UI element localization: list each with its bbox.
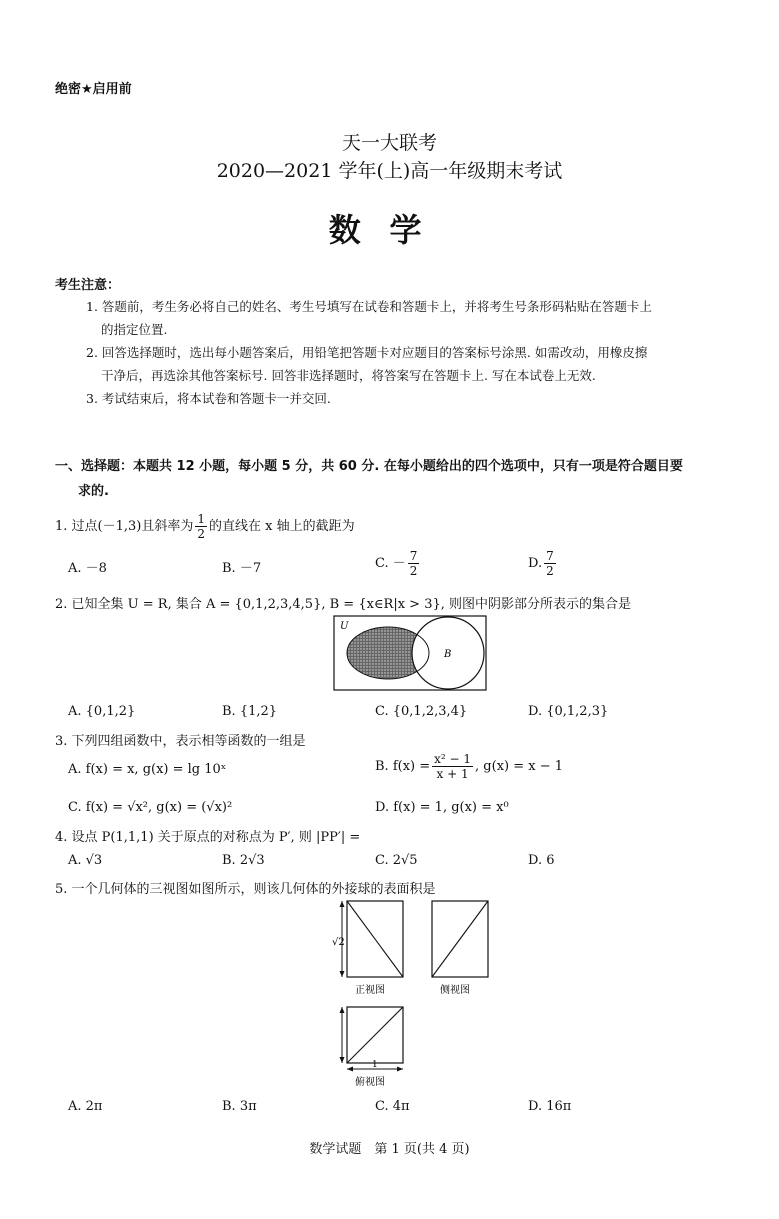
q4-option-b: B. 2√3 — [222, 853, 265, 868]
q2-option-b: B. {1,2} — [222, 704, 278, 719]
notice-item: 的指定位置. — [101, 322, 168, 337]
section-heading-cont: 求的. — [78, 484, 109, 499]
q1-option-d: D. $\frac{7}{2}$ — [528, 549, 554, 578]
question-1: 1. 过点(－1,3)且斜率为 $\frac{1}{2}$ 的直线在 x 轴上的截距为 — [55, 512, 355, 541]
label-front-view: 正视图 — [355, 985, 385, 996]
notice-heading: 考生注意： — [55, 278, 121, 293]
label-b: B — [444, 649, 452, 660]
confidential-mark: 绝密★启用前 — [55, 82, 132, 97]
label-top-view: 俯视图 — [355, 1077, 385, 1088]
three-view-diagram — [320, 895, 510, 1095]
q2-option-a: A. {0,1,2} — [68, 704, 136, 719]
subject-title: 数学 — [328, 211, 451, 249]
q2-option-c: C. {0,1,2,3,4} — [375, 704, 468, 719]
notice-item: 2. 回答选择题时，选出每小题答案后，用铅笔把答题卡对应题目的答案标号涂黑. 如需改动，用橡皮擦 — [86, 345, 648, 360]
label-u: U — [340, 621, 349, 632]
question-3: 3. 下列四组函数中，表示相等函数的一组是 — [55, 734, 306, 749]
q5-option-c: C. 4π — [375, 1099, 410, 1114]
exam-org: 天一大联考 — [341, 132, 437, 154]
question-5: 5. 一个几何体的三视图如图所示，则该几何体的外接球的表面积是 — [55, 882, 436, 897]
q3-option-a: A. f(x) = x, g(x) = lg 10ˣ — [68, 762, 227, 777]
q4-option-c: C. 2√5 — [375, 853, 418, 868]
venn-diagram — [333, 615, 487, 691]
section-heading: 一、选择题：本题共 12 小题，每小题 5 分，共 60 分. 在每小题给出的四个选项中，只有一项是符合题目要 — [55, 459, 683, 474]
question-4: 4. 设点 P(1,1,1) 关于原点的对称点为 P′, 则 |PP′| = — [55, 830, 361, 845]
q3-option-c: C. f(x) = √x², g(x) = (√x)² — [68, 800, 233, 815]
notice-item: 1. 答题前，考生务必将自己的姓名、考生号填写在试卷和答题卡上，并将考生号条形码粘贴在答题卡上 — [86, 299, 652, 314]
dim-sqrt2: √2 — [332, 937, 345, 948]
dim-one: 1 — [372, 1060, 378, 1070]
q1-option-a: A. －8 — [68, 561, 107, 576]
q5-option-b: B. 3π — [222, 1099, 257, 1114]
q2-option-d: D. {0,1,2,3} — [528, 704, 609, 719]
q1-option-c: C. － $\frac{7}{2}$ — [375, 549, 418, 578]
label-side-view: 侧视图 — [440, 985, 470, 996]
q5-option-d: D. 16π — [528, 1099, 572, 1114]
q3-option-d: D. f(x) = 1, g(x) = x⁰ — [375, 800, 509, 815]
exam-title: 2020—2021 学年(上)高一年级期末考试 — [216, 160, 563, 182]
q4-option-a: A. √3 — [68, 853, 103, 868]
notice-item: 3. 考试结束后，将本试卷和答题卡一并交回. — [86, 391, 331, 406]
question-2: 2. 已知全集 U = R, 集合 A = {0,1,2,3,4,5}, B = {x∈R|x > 3}, 则图中阴影部分所表示的集合是 — [55, 597, 632, 612]
q5-option-a: A. 2π — [68, 1099, 103, 1114]
q1-option-b: B. －7 — [222, 561, 262, 576]
q4-option-d: D. 6 — [528, 853, 555, 868]
page-footer: 数学试题 第 1 页(共 4 页) — [309, 1142, 470, 1157]
q3-option-b: B. f(x) = $\frac{\text{x² − 1}}{x + 1}$ , g(x) = x − 1 — [375, 752, 564, 781]
notice-item: 干净后，再选涂其他答案标号. 回答非选择题时，将答案写在答题卡上. 写在本试卷上无效. — [101, 368, 596, 383]
